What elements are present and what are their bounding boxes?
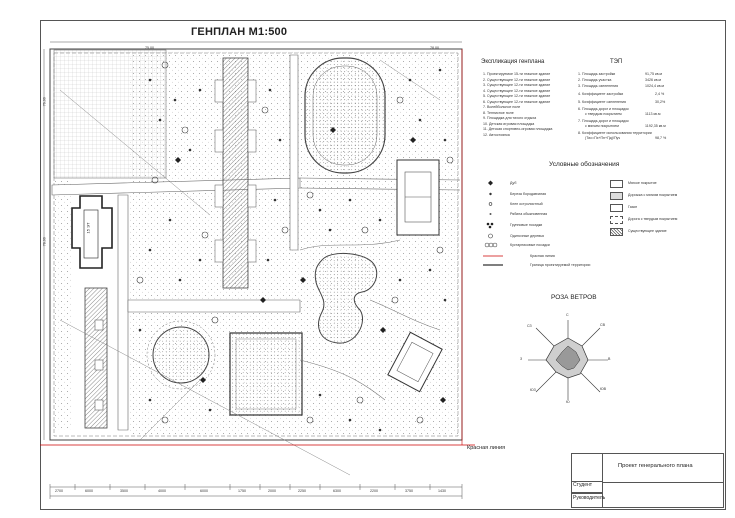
tep-label: 1. Площадь застройки [578,72,616,76]
circle-plaza [153,327,209,383]
wind-dir-n: С [566,313,569,317]
explication-item: 12. Автостоянка [483,132,510,137]
explication-item: 10. Детская игровая площадка [483,121,535,126]
tep-label: 3. Площадь озеленения [578,84,619,88]
dim-bottom-4: 4000 [158,489,166,493]
tep-label: с мягким покрытием [585,124,619,128]
dim-bottom-2: 6000 [85,489,93,493]
legend-swatch-lawn [610,204,623,212]
tep-value: 91,75 кв.м [645,72,662,76]
tep-value: 2,4 % [655,92,665,96]
explication-heading: Экспликация генплана [481,59,545,65]
legend-swatch-hard-road [610,216,623,224]
tep-label: 6. Площадь дорог и площадок [578,107,629,111]
legend-right-item: Газон [628,205,638,209]
tep-value: 30,2% [655,100,666,104]
legend-right-item: Мягкое покрытие [628,181,657,185]
wind-dir-nw: СЗ [527,324,532,328]
explication-item: 3. Существующее 12-ти этажное здание [483,83,551,87]
explication-item: 1. Проектируемое 15-ти этажное здание [483,72,551,76]
legend-left-item: Клен остролистный [510,202,543,206]
tep-label: с твердым покрытием [585,112,622,116]
explication-item: 7. Волейбольное поле [483,105,521,109]
parking-area [54,50,166,178]
dim-top-1: 75,00 [145,46,154,50]
wind-dir-sw: ЮЗ [530,388,536,392]
plan-title: ГЕНПЛАН М1:500 [191,26,288,38]
explication-item: 6. Существующее 12-ти этажное здание [483,99,551,104]
supervisor-label: Руководитель [573,495,606,501]
tep-value: 3426 кв.м [645,78,661,82]
dim-bottom-8: 2250 [298,489,306,493]
dim-bottom-5: 6000 [200,489,208,493]
legend-left-item: Кустарниковые посадки [510,243,550,247]
tep-label: 8. Коэффициент использования территории [578,131,652,135]
student-label: Студент [573,482,593,488]
tep-value: 1024,4 кв.м [645,84,664,88]
legend-left-item: Групповые посадки [510,223,543,227]
tep-label: 2. Площадь участка [578,78,612,82]
dim-bottom-9: 6300 [333,489,341,493]
legend-heading: Условные обозначения [549,161,620,168]
tep-value: 98,7 % [655,136,667,140]
dim-bottom-10: 2200 [370,489,378,493]
building-label: 15 ЭТ [85,222,91,234]
existing-building [223,58,248,288]
dim-left-1: 76,00 [42,97,47,107]
dim-top-2: 78,00 [430,46,439,50]
legend-left-item: Граница проектируемой территории [530,263,591,267]
dim-bottom-3: 3500 [120,489,128,493]
wind-rose-heading: РОЗА ВЕТРОВ [551,294,597,301]
tep-label: (Тис=Пз+Пп+Пд)/Пуч [585,136,621,140]
dim-bottom-11: 3750 [405,489,413,493]
project-title: Проект генерального плана [618,463,693,469]
legend-swatch-soft-path [610,192,623,200]
tep-label: 5. Коэффициент озеленения [578,100,626,104]
tep-value: 1192,35 кв.м [645,124,666,128]
explication-item: 4. Существующее 12-ти этажное здание [483,88,551,93]
legend-right-item: Дорожка с мягким покрытием [628,193,678,197]
explication-item: 5. Существующее 12-ти этажное здание [483,94,551,98]
legend-swatch-soft [610,180,623,188]
explication-item: 8. Теннисное поле [483,110,514,115]
tennis-court [397,160,439,235]
legend-left-item: Рябина обыкновенная [510,212,548,216]
dim-bottom-1: 2700 [55,489,63,493]
legend-left-item: Красная линия [530,254,555,258]
wind-dir-e: В [608,357,611,361]
red-line-label: Красная линия [467,445,506,451]
dim-bottom-12: 1430 [438,489,446,493]
explication-item: 9. Площадка для тихого отдыха [483,116,537,120]
legend-right-item: Дорога с твердым покрытием [628,217,678,221]
wind-dir-w: З [520,357,523,361]
dim-bottom-6: 1750 [238,489,246,493]
wind-dir-ne: СВ [600,323,605,327]
explication-item: 11. Детская спортивно-игровая площадка [483,127,553,131]
tep-label: 4. Коэффициент застройки [578,92,624,96]
legend-left-item: Дуб [510,181,517,185]
legend-left-item: Одиночные деревья [510,234,544,238]
dim-left-2: 78,00 [42,237,47,247]
dim-bottom-7: 2000 [268,489,276,493]
wind-dir-s: Ю [566,400,570,404]
playground [230,333,302,415]
explication-item: 2. Существующее 12-ти этажное здание [483,77,551,82]
wind-dir-se: ЮВ [600,387,607,391]
legend-left-item: Береза бородавчатая [510,192,547,196]
legend-swatch-building [610,228,623,236]
tep-value: 1113 кв.м [645,112,661,116]
tep-heading: ТЭП [610,59,623,65]
tep-label: 7. Площадь дорог и площадок [578,119,629,123]
legend-right-item: Существующее здание [628,229,667,233]
